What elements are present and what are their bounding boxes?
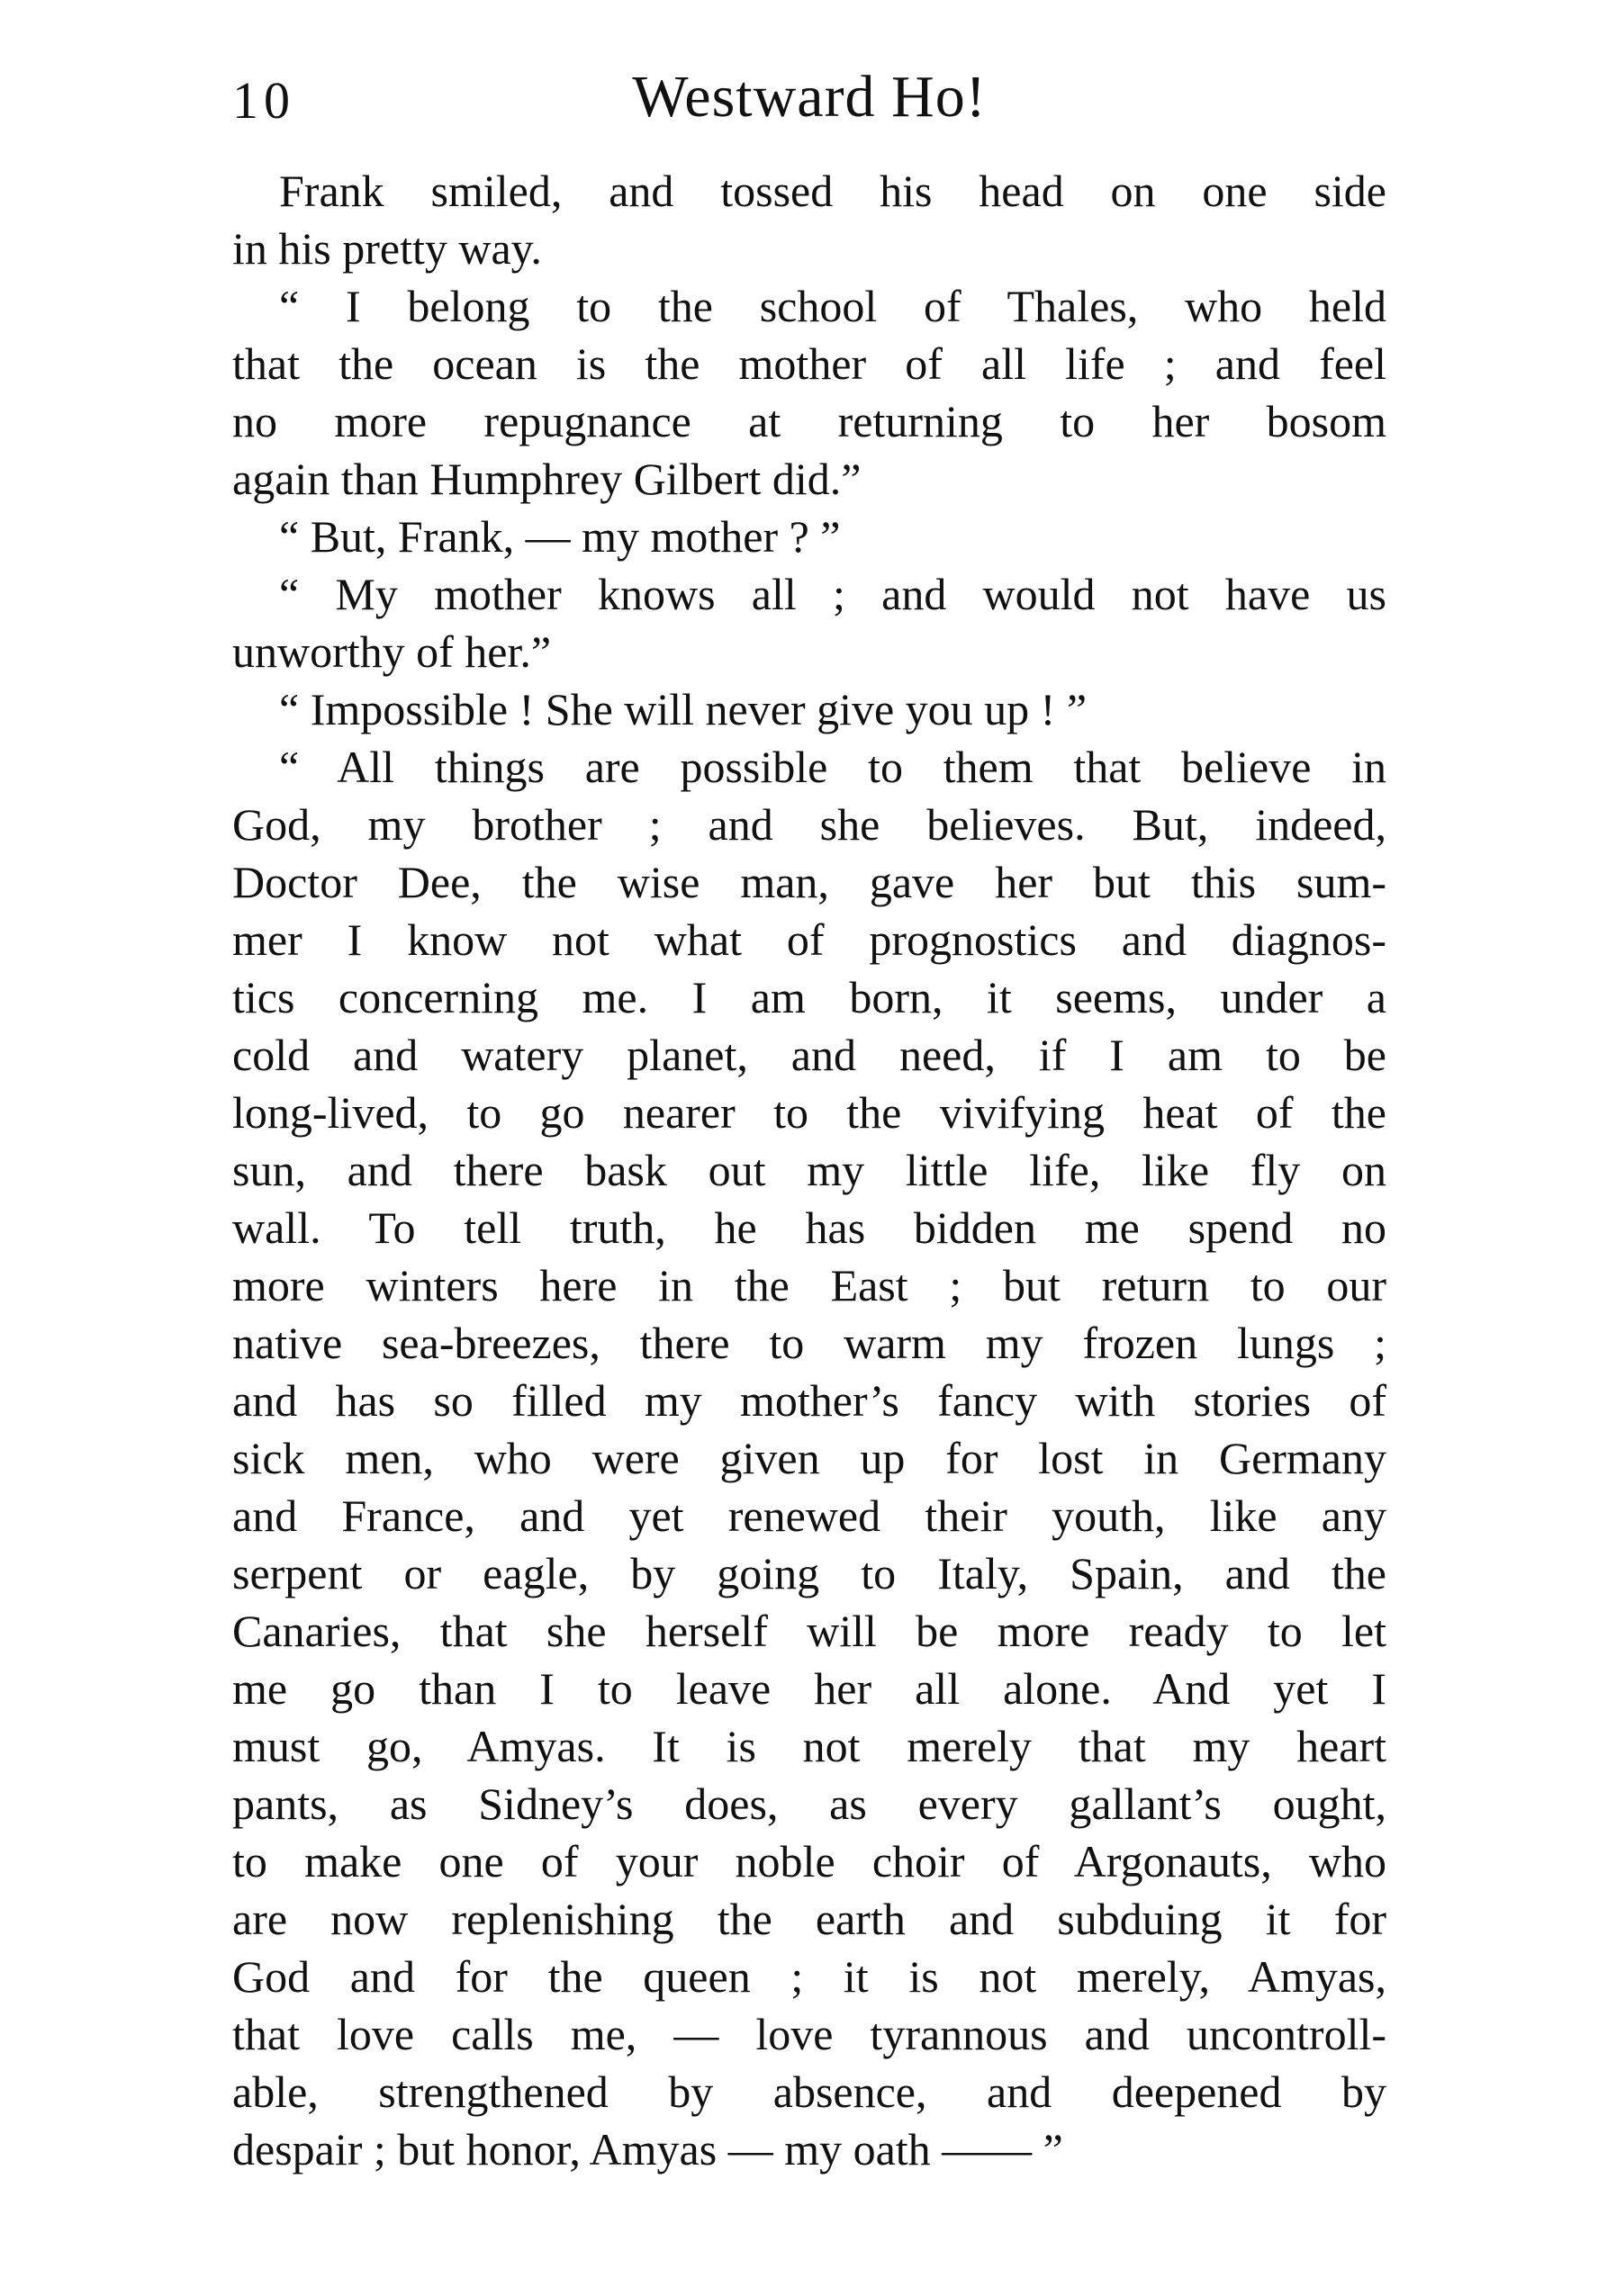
text-line: “ All things are possible to them that believe in bbox=[279, 742, 1386, 792]
text-line: Canaries, that she herself will be more ready to let bbox=[232, 1606, 1386, 1656]
page-number: 10 bbox=[232, 71, 295, 130]
text-line: are now replenishing the earth and subduing it for bbox=[232, 1894, 1386, 1944]
text-line: that the ocean is the mother of all life ; and feel bbox=[232, 338, 1386, 389]
text-line: more winters here in the East ; but return to our bbox=[232, 1260, 1386, 1310]
text-line: wall. To tell truth, he has bidden me spend no bbox=[232, 1202, 1386, 1253]
text-line: unworthy of her.” bbox=[232, 626, 552, 677]
text-line: Frank smiled, and tossed his head on one side bbox=[279, 166, 1386, 216]
text-line: “ I belong to the school of Thales, who held bbox=[279, 281, 1386, 331]
text-line: despair ; but honor, Amyas — my oath —— ” bbox=[232, 2124, 1063, 2174]
text-line: mer I know not what of prognostics and diagnos- bbox=[232, 914, 1386, 965]
text-line: that love calls me, — love tyrannous and uncontroll- bbox=[232, 2009, 1386, 2059]
text-line: no more repugnance at returning to her bosom bbox=[232, 396, 1386, 446]
text-line: must go, Amyas. It is not merely that my heart bbox=[232, 1721, 1386, 1771]
text-line: long-lived, to go nearer to the vivifying heat of the bbox=[232, 1087, 1386, 1138]
text-line: “ But, Frank, — my mother ? ” bbox=[279, 511, 841, 562]
text-line: pants, as Sidney’s does, as every gallant’s ought, bbox=[232, 1778, 1386, 1829]
text-line: sick men, who were given up for lost in Germany bbox=[232, 1433, 1386, 1483]
text-line: God, my brother ; and she believes. But, indeed, bbox=[232, 799, 1386, 850]
text-line: God and for the queen ; it is not merely, Amyas, bbox=[232, 1951, 1386, 2002]
text-line: “ Impossible ! She will never give you up ! ” bbox=[279, 684, 1088, 734]
body-text bbox=[232, 162, 1386, 2178]
text-line: in his pretty way. bbox=[232, 223, 542, 274]
text-line: sun, and there bask out my little life, like fly on bbox=[232, 1145, 1386, 1195]
text-line: to make one of your noble choir of Argonauts, who bbox=[232, 1836, 1386, 1886]
running-head bbox=[232, 63, 1386, 153]
text-line: able, strengthened by absence, and deepened by bbox=[232, 2066, 1386, 2117]
text-line: and has so filled my mother’s fancy with stories of bbox=[232, 1375, 1386, 1426]
text-line: again than Humphrey Gilbert did.” bbox=[232, 454, 862, 504]
text-line: native sea-breezes, there to warm my frozen lungs ; bbox=[232, 1318, 1386, 1368]
running-title: Westward Ho! bbox=[632, 64, 987, 130]
text-line: cold and watery planet, and need, if I am to be bbox=[232, 1030, 1386, 1080]
text-line: and France, and yet renewed their youth, like any bbox=[232, 1490, 1386, 1541]
text-line: Doctor Dee, the wise man, gave her but this sum- bbox=[232, 857, 1386, 907]
text-line: serpent or eagle, by going to Italy, Spain, and the bbox=[232, 1548, 1386, 1598]
text-line: “ My mother knows all ; and would not have us bbox=[279, 569, 1386, 619]
text-line: me go than I to leave her all alone. And yet I bbox=[232, 1663, 1386, 1714]
text-line: tics concerning me. I am born, it seems, under a bbox=[232, 972, 1386, 1022]
